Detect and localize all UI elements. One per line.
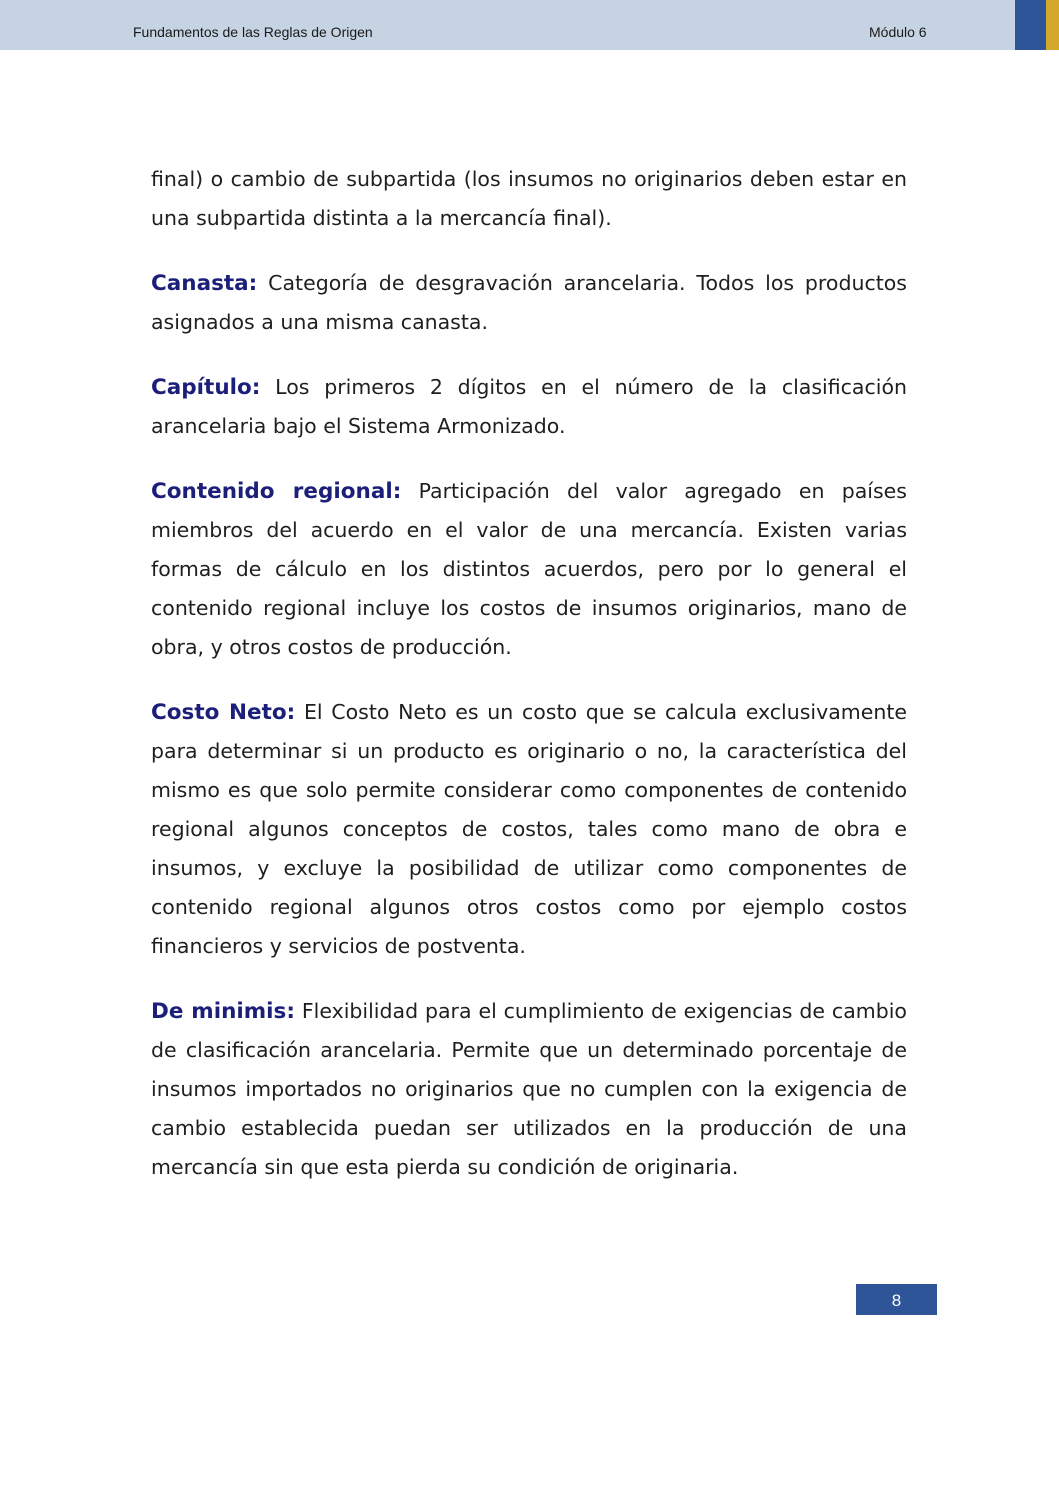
header-accent-gold — [1046, 0, 1059, 50]
glossary-definition: Flexibilidad para el cumplimiento de exigencias de cambio de clasificación arancelaria. Permite que un determinado porcentaje de insumos importados no originarios que no cumplen con la exigencia de cambio establecida puedan ser utilizados en la producción de una mercancía sin que esta pierda su condición de originaria. — [151, 999, 907, 1179]
document-title: Fundamentos de las Reglas de Origen — [133, 24, 373, 40]
glossary-entry-contenido-regional — [151, 472, 907, 667]
glossary-entry-de-minimis — [151, 992, 907, 1187]
glossary-definition: Participación del valor agregado en países miembros del acuerdo en el valor de una mercancía. Existen varias formas de cálculo en los distintos acuerdos, pero por lo general el contenido regional incluye los costos de insumos originarios, mano de obra, y otros costos de producción. — [151, 479, 907, 659]
page-number: 8 — [856, 1284, 937, 1315]
glossary-entry-canasta — [151, 264, 907, 342]
glossary-entry-capitulo — [151, 368, 907, 446]
glossary-term: De minimis: — [151, 999, 295, 1024]
glossary-term: Canasta: — [151, 271, 258, 296]
glossary-content — [151, 160, 907, 1213]
module-label: Módulo 6 — [869, 24, 927, 40]
intro-paragraph: final) o cambio de subpartida (los insumos no originarios deben estar en una subpartida distinta a la mercancía final). — [151, 167, 907, 230]
glossary-term: Costo Neto: — [151, 700, 296, 725]
glossary-term: Capítulo: — [151, 375, 261, 400]
page-header — [0, 0, 1059, 50]
header-accent-blue — [1015, 0, 1046, 50]
glossary-term: Contenido regional: — [151, 479, 402, 504]
glossary-entry-costo-neto — [151, 693, 907, 966]
glossary-definition: Categoría de desgravación arancelaria. Todos los productos asignados a una misma canasta. — [151, 271, 907, 334]
glossary-definition: Los primeros 2 dígitos en el número de la clasificación arancelaria bajo el Sistema Armonizado. — [151, 375, 907, 438]
glossary-definition: El Costo Neto es un costo que se calcula exclusivamente para determinar si un producto es originario o no, la característica del mismo es que solo permite considerar como componentes de contenido regional algunos conceptos de costos, tales como mano de obra e insumos, y excluye la posibilidad de utilizar como componentes de contenido regional algunos otros costos como por ejemplo costos financieros y servicios de postventa. — [151, 700, 907, 958]
